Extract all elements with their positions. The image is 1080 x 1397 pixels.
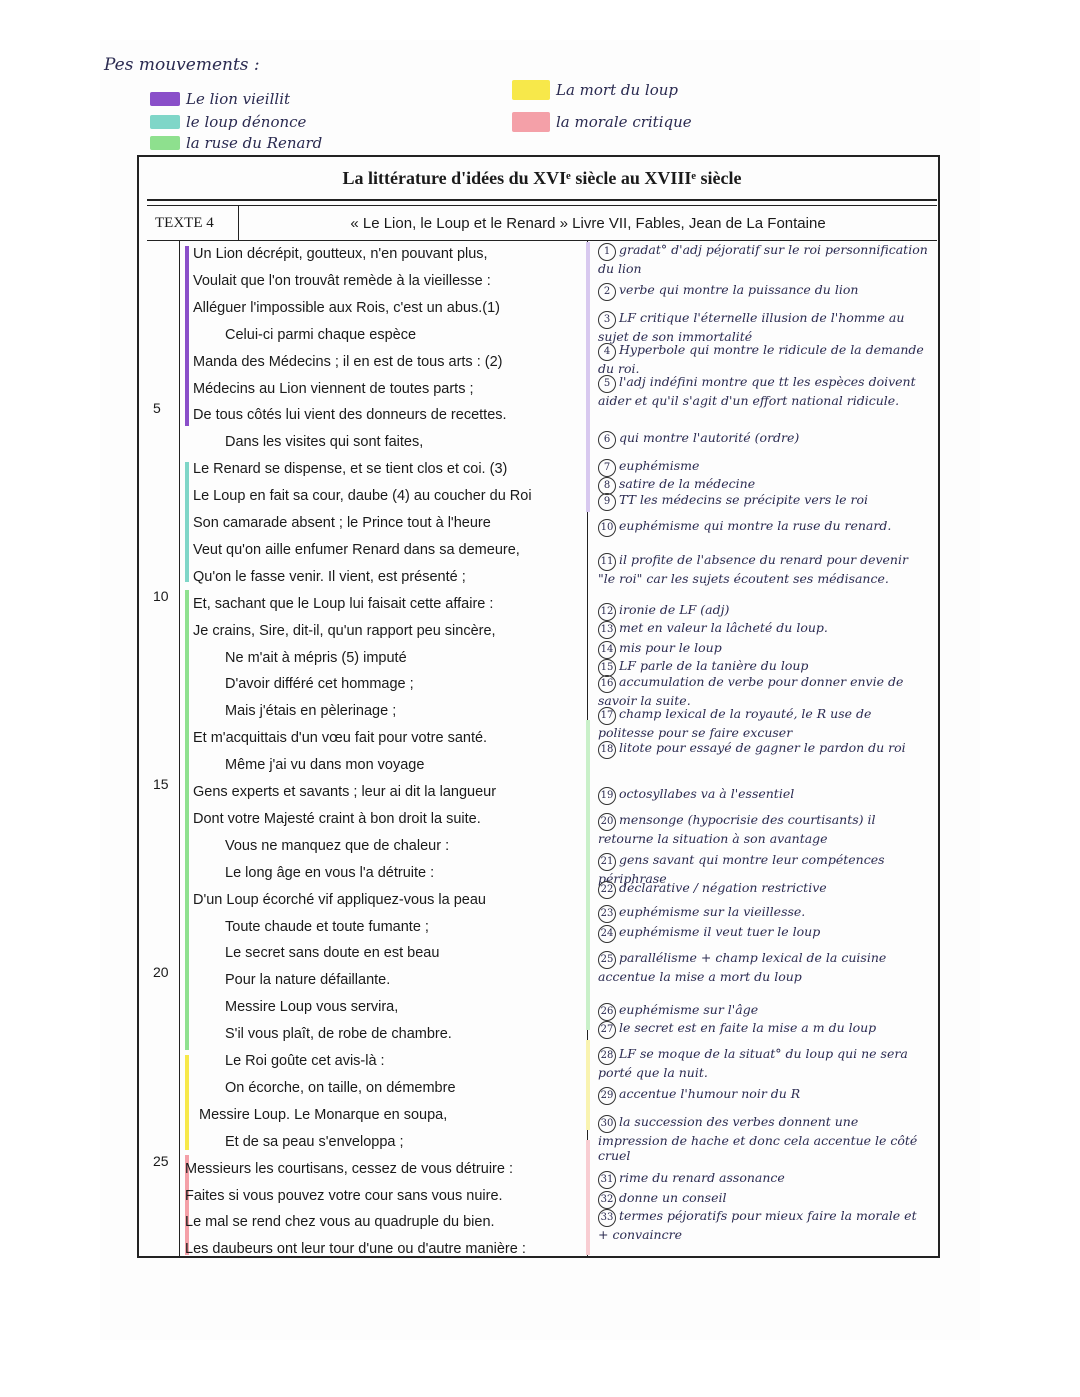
note-text: parallélisme + champ lexical de la cuisine accentue la mise a mort du loup (598, 950, 887, 984)
note-number: 32 (598, 1191, 616, 1209)
annotation-note (598, 924, 928, 943)
annotation-note (598, 310, 928, 344)
texte-label: TEXTE 4 (147, 206, 239, 240)
poem-line: S'il vous plaît, de robe de chambre. (225, 1026, 452, 1043)
notes-bar-morale (586, 1140, 590, 1255)
movement-bar-loup (185, 462, 189, 582)
note-number: 9 (598, 493, 616, 511)
legend-label: la morale critique (556, 113, 692, 131)
line-number-column (147, 240, 180, 1258)
annotation-note (598, 1086, 928, 1105)
annotation-note (598, 282, 928, 301)
annotation-note (598, 1190, 928, 1209)
note-text: qui montre l'autorité (ordre) (619, 430, 800, 445)
poem-line: Manda des Médecins ; il en est de tous arts : (2) (193, 353, 503, 370)
legend-item-lion (150, 90, 290, 108)
legend-swatch (150, 92, 180, 106)
annotation-note (598, 1002, 928, 1021)
note-number: 13 (598, 621, 616, 639)
note-text: il profite de l'absence du renard pour devenir "le roi" car les sujets écoutent ses médisance. (598, 552, 908, 586)
note-text: mis pour le loup (619, 640, 722, 655)
annotation-note (598, 1208, 928, 1242)
note-number: 26 (598, 1003, 616, 1021)
legend-label: le loup dénonce (186, 113, 307, 131)
annotation-note (598, 374, 928, 408)
note-text: le secret est en faite la mise a m du loup (619, 1020, 877, 1035)
note-text: gradat° d'adj péjoratif sur le roi personnification du lion (598, 242, 928, 276)
notes-column (590, 240, 937, 1258)
note-number: 27 (598, 1021, 616, 1039)
annotation-note (598, 950, 928, 984)
movement-bar-mort (185, 1055, 189, 1150)
note-text: litote pour essayé de gagner le pardon du roi (619, 740, 906, 755)
poem-line: Vous ne manquez que de chaleur : (225, 837, 450, 854)
poem-line: Mais j'étais en pèlerinage ; (225, 703, 397, 720)
poem-line: Dont votre Majesté craint à bon droit la suite. (193, 810, 481, 827)
note-text: euphémisme (619, 458, 700, 473)
note-text: accumulation de verbe pour donner envie de savoir la suite. (598, 674, 904, 708)
legend-swatch (512, 112, 550, 132)
note-number: 2 (598, 283, 616, 301)
note-text: octosyllabes va à l'essentiel (619, 786, 795, 801)
note-number: 14 (598, 641, 616, 659)
annotation-note (598, 1020, 928, 1039)
note-text: LF parle de la tanière du loup (619, 658, 809, 673)
poem-line: Messire Loup vous servira, (225, 999, 399, 1016)
notes-bar-renard (586, 720, 590, 1030)
annotation-note (598, 430, 928, 449)
text-source: « Le Lion, le Loup et le Renard » Livre VII, Fables, Jean de La Fontaine (350, 214, 826, 232)
note-text: TT les médecins se précipite vers le roi (619, 492, 868, 507)
legend-swatch (150, 136, 180, 150)
annotation-note (598, 740, 928, 759)
note-number: 21 (598, 853, 616, 871)
note-number: 4 (598, 343, 616, 361)
legend-item-loup (150, 113, 306, 131)
poem-line: Gens experts et savants ; leur ai dit la langueur (193, 784, 497, 800)
note-number: 19 (598, 787, 616, 805)
note-number: 30 (598, 1115, 616, 1133)
note-text: gens savant qui montre leur compétences périphrase (598, 852, 885, 886)
note-number: 29 (598, 1087, 616, 1105)
note-number: 28 (598, 1047, 616, 1065)
note-number: 16 (598, 675, 616, 693)
note-text: verbe qui montre la puissance du lion (619, 282, 859, 297)
legend-item-renard (150, 134, 322, 152)
movement-bar-lion (185, 246, 189, 426)
note-number: 1 (598, 243, 616, 261)
note-number: 33 (598, 1209, 616, 1227)
poem-line: Et, sachant que le Loup lui faisait cette affaire : (193, 595, 494, 612)
note-number: 10 (598, 519, 616, 537)
note-text: ironie de LF (adj) (619, 602, 730, 617)
line-number: 20 (153, 964, 169, 980)
note-text: satire de la médecine (619, 476, 756, 491)
annotation-note (598, 880, 928, 899)
annotation-note (598, 518, 928, 537)
annotation-note (598, 1046, 928, 1080)
annotation-note (598, 904, 928, 923)
poem-line: Faites si vous pouvez votre cour sans vous nuire. (185, 1187, 503, 1204)
annotation-note (598, 552, 928, 586)
poem-line: D'avoir différé cet hommage ; (225, 676, 414, 693)
poem-line: Pour la nature défaillante. (225, 972, 391, 989)
legend-item-morale (512, 112, 692, 132)
poem-line: Dans les visites qui sont faites, (225, 434, 424, 451)
poem-line: Messieurs les courtisans, cessez de vous détruire : (185, 1160, 513, 1177)
note-number: 18 (598, 741, 616, 759)
note-number: 6 (598, 431, 616, 449)
document-title: La littérature d'idées du XVIᵉ siècle au XVIIIᵉ siècle (147, 157, 937, 201)
note-number: 12 (598, 603, 616, 621)
note-number: 8 (598, 477, 616, 495)
annotation-note (598, 342, 928, 376)
note-number: 5 (598, 375, 616, 393)
notes-bar-lion (586, 242, 590, 512)
annotation-note (598, 706, 928, 740)
poem-line: De tous côtés lui vient des donneurs de recettes. (193, 407, 507, 424)
movement-bar-renard (185, 590, 189, 1050)
poem-line: Même j'ai vu dans mon voyage (225, 757, 425, 774)
note-text: donne un conseil (619, 1190, 727, 1205)
poem-line: Messire Loup. Le Monarque en soupa, (199, 1106, 448, 1123)
annotation-note (598, 458, 928, 477)
note-text: la succession des verbes donnent une impression de hache et donc cela accentue le côté cruel (598, 1114, 918, 1163)
poem-line: Je crains, Sire, dit-il, qu'un rapport peu sincère, (193, 622, 496, 639)
poem-line: D'un Loup écorché vif appliquez-vous la peau (193, 891, 486, 908)
note-text: LF critique l'éternelle illusion de l'homme au sujet de son immortalité (598, 310, 905, 344)
poem-line: Qu'on le fasse venir. Il vient, est présenté ; (193, 568, 466, 585)
note-number: 31 (598, 1171, 616, 1189)
poem-line: Son camarade absent ; le Prince tout à l'heure (193, 515, 491, 531)
note-number: 17 (598, 707, 616, 725)
text-source-row (147, 205, 937, 241)
poem-line: Le Renard se dispense, et se tient clos et coi. (3) (193, 461, 508, 478)
poem-line: Veut qu'on aille enfumer Renard dans sa demeure, (193, 541, 520, 558)
note-number: 3 (598, 311, 616, 329)
line-number: 15 (153, 776, 169, 792)
poem-line: Le long âge en vous l'a détruite : (225, 864, 435, 881)
note-text: accentue l'humour noir du R (619, 1086, 801, 1101)
note-text: l'adj indéfini montre que tt les espèces doivent aider et qu'il s'agit d'un effort national ridicule. (598, 374, 916, 408)
poem-line: Les daubeurs ont leur tour d'une ou d'autre manière : (185, 1241, 526, 1258)
note-text: euphémisme il veut tuer le loup (619, 924, 821, 939)
annotation-note (598, 1114, 928, 1163)
note-text: mensonge (hypocrisie des courtisants) il retourne la situation à son avantage (598, 812, 876, 846)
note-number: 25 (598, 951, 616, 969)
note-text: euphémisme sur la vieillesse. (619, 904, 806, 919)
note-text: met en valeur la lâcheté du loup. (619, 620, 828, 635)
line-number: 5 (153, 400, 161, 416)
note-number: 7 (598, 459, 616, 477)
legend-label: la ruse du Renard (186, 134, 323, 152)
annotation-note (598, 1170, 928, 1189)
poem-line: On écorche, on taille, on démembre (225, 1079, 456, 1096)
annotation-note (598, 620, 928, 639)
note-text: déclarative / négation restrictive (619, 880, 827, 895)
annotation-note (598, 602, 928, 621)
poem-line: Le secret sans doute en est beau (225, 945, 440, 962)
annotation-note (598, 492, 928, 511)
poem-line: Le mal se rend chez vous au quadruple du bien. (185, 1214, 495, 1231)
note-text: champ lexical de la royauté, le R use de politesse pour se faire excuser (598, 706, 872, 740)
notes-bar-mort (586, 1040, 590, 1130)
annotation-note (598, 674, 928, 708)
poem-line: Ne m'ait à mépris (5) imputé (225, 649, 407, 666)
poem-line: Et m'acquittais d'un vœu fait pour votre santé. (193, 730, 488, 747)
poem-column (181, 240, 588, 1258)
poem-line: Voulait que l'on trouvât remède à la vieillesse : (193, 272, 491, 289)
poem-line: Le Loup en fait sa cour, daube (4) au coucher du Roi (193, 488, 532, 505)
legend-label: La mort du loup (556, 81, 679, 99)
poem-line: Le Roi goûte cet avis-là : (225, 1053, 385, 1069)
annotation-note (598, 242, 928, 276)
annotation-note (598, 786, 928, 805)
poem-line: Alléguer l'impossible aux Rois, c'est un abus.(1) (193, 299, 500, 316)
note-text: rime du renard assonance (619, 1170, 785, 1185)
legend-label: Le lion vieillit (186, 90, 291, 108)
poem-line: Un Lion décrépit, goutteux, n'en pouvant plus, (193, 246, 488, 262)
legend-swatch (150, 115, 180, 129)
legend-heading: Pes mouvements : (104, 55, 260, 75)
note-number: 15 (598, 659, 616, 677)
poem-line: Toute chaude et toute fumante ; (225, 918, 429, 935)
note-number: 22 (598, 881, 616, 899)
note-text: LF se moque de la situat° du loup qui ne sera porté que la nuit. (598, 1046, 908, 1080)
legend-swatch (512, 80, 550, 100)
line-number: 25 (153, 1153, 169, 1169)
poem-line: Médecins au Lion viennent de toutes parts ; (193, 380, 474, 397)
annotation-note (598, 640, 928, 659)
note-number: 20 (598, 813, 616, 831)
note-number: 23 (598, 905, 616, 923)
note-text: termes péjoratifs pour mieux faire la morale et + convaincre (598, 1208, 917, 1242)
note-text: euphémisme qui montre la ruse du renard. (619, 518, 892, 533)
poem-line: Celui-ci parmi chaque espèce (225, 326, 417, 343)
note-text: Hyperbole qui montre le ridicule de la demande du roi. (598, 342, 924, 376)
poem-line: Et de sa peau s'enveloppa ; (225, 1133, 404, 1150)
note-text: euphémisme sur l'âge (619, 1002, 759, 1017)
line-number: 10 (153, 588, 169, 604)
note-number: 11 (598, 553, 616, 571)
legend-item-mort (512, 80, 678, 100)
annotation-note (598, 812, 928, 846)
note-number: 24 (598, 925, 616, 943)
